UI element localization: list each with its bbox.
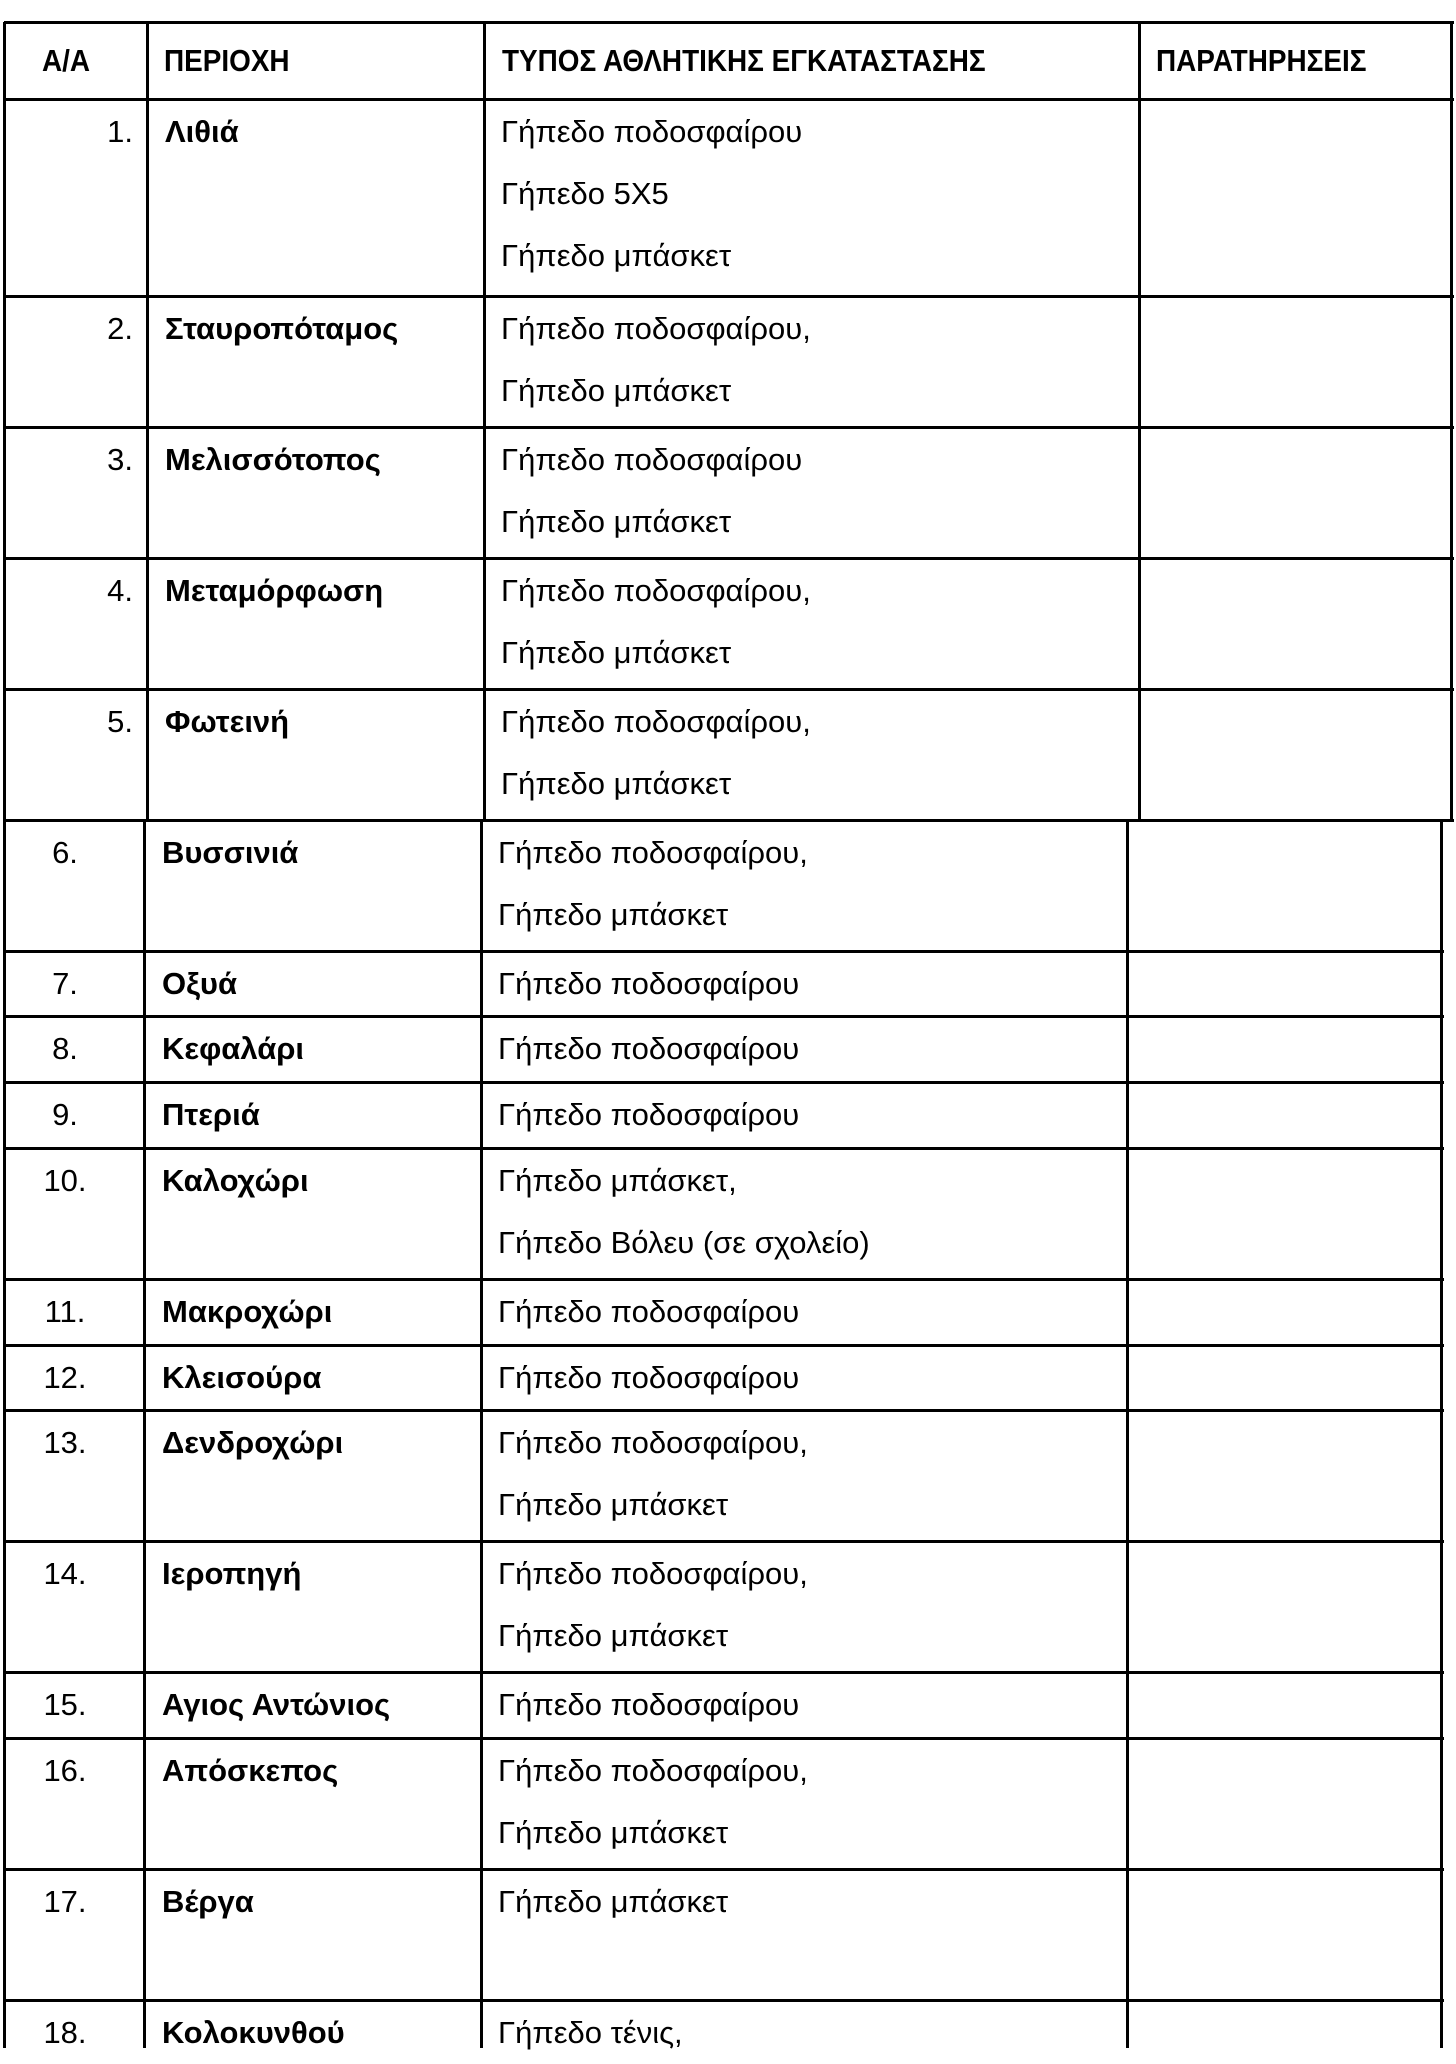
facility-type: Γήπεδο μπάσκετ: [501, 504, 732, 539]
facility-type: Γήπεδο μπάσκετ: [501, 766, 732, 801]
facility-type: Γήπεδο ποδοσφαίρου: [498, 1031, 800, 1066]
area-name: Φωτεινή: [165, 704, 290, 739]
facility-type: Γήπεδο ποδοσφαίρου: [498, 966, 800, 1001]
facility-type: Γήπεδο μπάσκετ: [501, 238, 732, 273]
area-name: Καλοχώρι: [162, 1163, 309, 1198]
row-number: 6.: [52, 835, 78, 870]
facility-type: Γήπεδο ποδοσφαίρου: [498, 1360, 800, 1395]
row-number: 13.: [43, 1425, 87, 1460]
header-type: ΤΥΠΟΣ ΑΘΛΗΤΙΚΗΣ ΕΓΚΑΤΑΣΤΑΣΗΣ: [502, 43, 986, 78]
row-number: 14.: [43, 1556, 87, 1591]
area-name: Βυσσινιά: [162, 835, 299, 870]
row-number: 17.: [43, 1884, 87, 1919]
area-name: Πτεριά: [162, 1097, 260, 1132]
row-number: 9.: [52, 1097, 78, 1132]
column-divider: [1138, 22, 1141, 822]
row-number: 18.: [43, 2015, 87, 2050]
facility-type: Γήπεδο ποδοσφαίρου: [501, 114, 803, 149]
facility-type: Γήπεδο μπάσκετ: [501, 373, 732, 408]
facility-type: Γήπεδο ποδοσφαίρου,: [498, 1753, 808, 1788]
row-number: 7.: [52, 966, 78, 1001]
facility-type: Γήπεδο ποδοσφαίρου,: [501, 704, 811, 739]
facility-type: Γήπεδο ποδοσφαίρου: [498, 1294, 800, 1329]
row-number: 11.: [44, 1294, 86, 1329]
column-divider: [146, 22, 149, 822]
row-number: 1.: [107, 114, 133, 149]
row-number: 8.: [52, 1031, 78, 1066]
facility-type: Γήπεδο μπάσκετ: [498, 897, 729, 932]
facility-type: Γήπεδο Βόλευ (σε σχολείο): [498, 1225, 870, 1260]
header-area: ΠΕΡΙΟΧΗ: [164, 43, 290, 78]
area-name: Κολοκυνθού: [162, 2015, 345, 2050]
facility-type: Γήπεδο ποδοσφαίρου,: [501, 311, 811, 346]
facility-type: Γήπεδο μπάσκετ: [498, 1884, 729, 1919]
column-divider: [143, 820, 146, 2048]
area-name: Απόσκεπος: [162, 1753, 339, 1788]
facility-type: Γήπεδο μπάσκετ: [498, 1487, 729, 1522]
area-name: Μεταμόρφωση: [165, 573, 384, 608]
header-notes: ΠΑΡΑΤΗΡΗΣΕΙΣ: [1156, 43, 1367, 78]
area-name: Μακροχώρι: [162, 1294, 333, 1329]
column-divider: [1450, 22, 1453, 822]
area-name: Βέργα: [162, 1884, 254, 1919]
facility-type: Γήπεδο ποδοσφαίρου,: [501, 573, 811, 608]
header-aa: Α/Α: [42, 43, 91, 78]
facility-type: Γήπεδο μπάσκετ: [501, 635, 732, 670]
area-name: Οξυά: [162, 966, 238, 1001]
area-name: Ιεροπηγή: [162, 1556, 302, 1591]
area-name: Κλεισούρα: [162, 1360, 322, 1395]
row-number: 15.: [43, 1687, 87, 1722]
area-name: Λιθιά: [165, 114, 239, 149]
column-divider: [480, 820, 483, 2048]
area-name: Αγιος Αντώνιος: [162, 1687, 391, 1722]
facility-type: Γήπεδο μπάσκετ: [498, 1618, 729, 1653]
row-number: 10.: [43, 1163, 87, 1198]
row-number: 4.: [107, 573, 133, 608]
area-name: Σταυροπόταμος: [165, 311, 399, 346]
row-number: 3.: [107, 442, 133, 477]
row-divider: [4, 21, 1454, 24]
area-name: Δενδροχώρι: [162, 1425, 344, 1460]
row-number: 16.: [43, 1753, 87, 1788]
row-number: 12.: [43, 1360, 87, 1395]
column-divider: [1440, 820, 1443, 2048]
facility-type: Γήπεδο ποδοσφαίρου,: [498, 1425, 808, 1460]
area-name: Κεφαλάρι: [162, 1031, 305, 1066]
facility-type: Γήπεδο τένις,: [498, 2015, 683, 2050]
facility-type: Γήπεδο 5Χ5: [501, 176, 669, 211]
facility-type: Γήπεδο ποδοσφαίρου: [501, 442, 803, 477]
row-number: 2.: [107, 311, 133, 346]
area-name: Μελισσότοπος: [165, 442, 381, 477]
facility-type: Γήπεδο μπάσκετ: [498, 1815, 729, 1850]
facility-type: Γήπεδο μπάσκετ,: [498, 1163, 737, 1198]
column-divider: [1126, 820, 1129, 2048]
row-number: 5.: [107, 704, 133, 739]
facility-type: Γήπεδο ποδοσφαίρου: [498, 1687, 800, 1722]
facility-type: Γήπεδο ποδοσφαίρου: [498, 1097, 800, 1132]
column-divider: [483, 22, 486, 822]
facility-type: Γήπεδο ποδοσφαίρου,: [498, 835, 808, 870]
facility-type: Γήπεδο ποδοσφαίρου,: [498, 1556, 808, 1591]
